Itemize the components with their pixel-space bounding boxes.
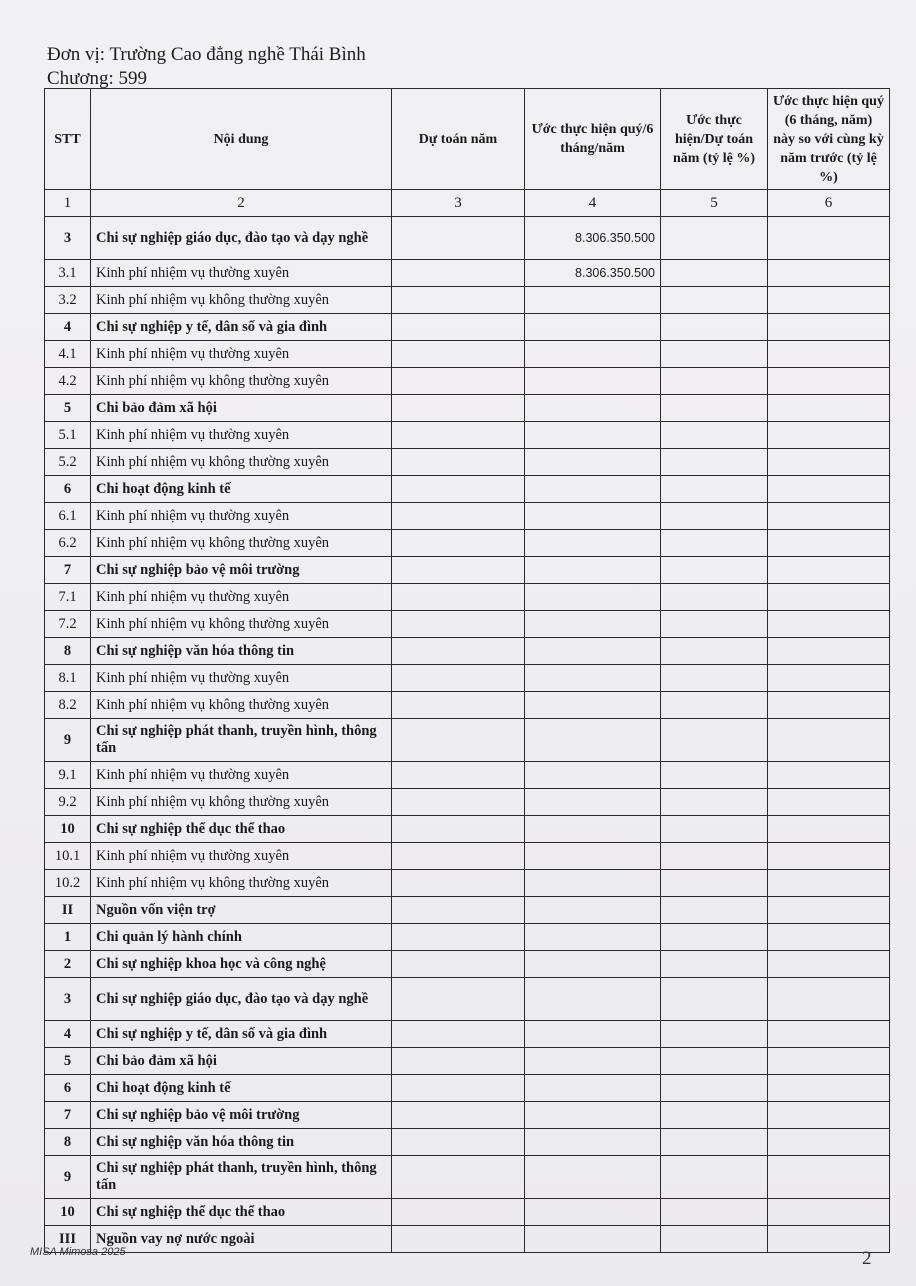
col-header-annual-estimate: Dự toán năm [392,89,525,190]
row-estimated-execution [525,789,661,816]
row-yoy-ratio [768,260,890,287]
table-row [45,503,890,530]
row-content: Chi sự nghiệp y tế, dân số và gia đình [91,314,392,341]
row-estimated-execution [525,816,661,843]
row-stt: 2 [45,951,91,978]
table-row [45,843,890,870]
row-estimated-execution [525,951,661,978]
row-content: Nguồn vay nợ nước ngoài [91,1226,392,1253]
row-estimated-execution [525,557,661,584]
row-annual-estimate [392,395,525,422]
row-annual-estimate [392,449,525,476]
table-row [45,422,890,449]
row-yoy-ratio [768,762,890,789]
row-yoy-ratio [768,422,890,449]
row-execution-ratio [661,584,768,611]
unit-name: Đơn vị: Trường Cao đẳng nghề Thái Bình [47,44,366,65]
row-content: Chi sự nghiệp khoa học và công nghệ [91,951,392,978]
row-estimated-execution [525,719,661,762]
row-yoy-ratio [768,314,890,341]
row-content: Chi bảo đảm xã hội [91,1048,392,1075]
row-execution-ratio [661,951,768,978]
row-stt: 4.1 [45,341,91,368]
row-yoy-ratio [768,843,890,870]
row-stt: 10.1 [45,843,91,870]
row-yoy-ratio [768,530,890,557]
table-row [45,719,890,762]
col-header-yoy-ratio: Ước thực hiện quý (6 tháng, năm) này so với cùng kỳ năm trước (tỷ lệ %) [768,89,890,190]
col-number: 6 [768,190,890,217]
row-execution-ratio [661,1075,768,1102]
row-stt: 8 [45,638,91,665]
row-yoy-ratio [768,1075,890,1102]
table-row [45,217,890,260]
row-execution-ratio [661,395,768,422]
row-stt: 8.2 [45,692,91,719]
row-annual-estimate [392,1075,525,1102]
row-stt: 4.2 [45,368,91,395]
row-annual-estimate [392,870,525,897]
row-yoy-ratio [768,368,890,395]
row-content: Chi sự nghiệp phát thanh, truyền hình, thông tấn [91,719,392,762]
row-content: Kinh phí nhiệm vụ thường xuyên [91,843,392,870]
table-body [45,217,890,1253]
row-stt: 6.2 [45,530,91,557]
row-content: Kinh phí nhiệm vụ không thường xuyên [91,692,392,719]
row-execution-ratio [661,1226,768,1253]
row-execution-ratio [661,217,768,260]
row-stt: 9 [45,1156,91,1199]
row-estimated-execution [525,314,661,341]
row-yoy-ratio [768,951,890,978]
row-stt: 7.2 [45,611,91,638]
row-execution-ratio [661,789,768,816]
table-row [45,530,890,557]
row-annual-estimate [392,924,525,951]
row-estimated-execution [525,530,661,557]
row-estimated-execution: 8.306.350.500 [525,260,661,287]
row-content: Kinh phí nhiệm vụ thường xuyên [91,422,392,449]
row-annual-estimate [392,503,525,530]
row-execution-ratio [661,638,768,665]
row-content: Kinh phí nhiệm vụ không thường xuyên [91,611,392,638]
row-yoy-ratio [768,897,890,924]
row-stt: 5 [45,1048,91,1075]
row-yoy-ratio [768,1021,890,1048]
row-annual-estimate [392,816,525,843]
row-execution-ratio [661,314,768,341]
row-execution-ratio [661,1021,768,1048]
row-yoy-ratio [768,1129,890,1156]
row-yoy-ratio [768,978,890,1021]
row-yoy-ratio [768,1102,890,1129]
row-stt: 3.1 [45,260,91,287]
table-row [45,476,890,503]
table-row [45,870,890,897]
row-stt: 9.1 [45,762,91,789]
table-row [45,260,890,287]
row-estimated-execution [525,665,661,692]
row-content: Chi sự nghiệp giáo dục, đào tạo và dạy nghề [91,978,392,1021]
row-annual-estimate [392,476,525,503]
row-execution-ratio [661,1129,768,1156]
row-content: Kinh phí nhiệm vụ thường xuyên [91,584,392,611]
row-yoy-ratio [768,476,890,503]
row-annual-estimate [392,638,525,665]
row-execution-ratio [661,260,768,287]
row-annual-estimate [392,584,525,611]
row-stt: 6 [45,1075,91,1102]
table-row [45,789,890,816]
row-content: Chi sự nghiệp bảo vệ môi trường [91,1102,392,1129]
table-row [45,951,890,978]
chapter-code: Chương: 599 [47,68,148,89]
row-execution-ratio [661,692,768,719]
row-execution-ratio [661,719,768,762]
row-yoy-ratio [768,557,890,584]
row-annual-estimate [392,368,525,395]
table-row [45,1021,890,1048]
row-annual-estimate [392,665,525,692]
table-row [45,557,890,584]
row-estimated-execution [525,978,661,1021]
row-estimated-execution [525,368,661,395]
row-annual-estimate [392,1199,525,1226]
row-annual-estimate [392,1021,525,1048]
row-annual-estimate [392,843,525,870]
row-annual-estimate [392,692,525,719]
row-stt: 9.2 [45,789,91,816]
table-row [45,897,890,924]
row-estimated-execution [525,287,661,314]
row-execution-ratio [661,897,768,924]
table-row [45,924,890,951]
row-estimated-execution [525,924,661,951]
row-content: Chi sự nghiệp thể dục thể thao [91,1199,392,1226]
row-yoy-ratio [768,449,890,476]
table-row [45,692,890,719]
row-yoy-ratio [768,395,890,422]
software-brand: MISA Mimosa 2025 [30,1246,126,1258]
row-content: Kinh phí nhiệm vụ thường xuyên [91,341,392,368]
row-execution-ratio [661,611,768,638]
row-execution-ratio [661,1156,768,1199]
row-stt: 4 [45,314,91,341]
row-estimated-execution [525,1199,661,1226]
row-stt: 8 [45,1129,91,1156]
row-stt: 6.1 [45,503,91,530]
row-stt: 3 [45,217,91,260]
row-annual-estimate [392,611,525,638]
table-row [45,449,890,476]
row-stt: 10.2 [45,870,91,897]
table-row [45,816,890,843]
row-content: Kinh phí nhiệm vụ thường xuyên [91,665,392,692]
row-yoy-ratio [768,665,890,692]
row-execution-ratio [661,924,768,951]
row-estimated-execution [525,870,661,897]
row-content: Kinh phí nhiệm vụ không thường xuyên [91,530,392,557]
table-row [45,611,890,638]
row-stt: 7.1 [45,584,91,611]
row-execution-ratio [661,665,768,692]
row-yoy-ratio [768,924,890,951]
table-row [45,1226,890,1253]
row-estimated-execution [525,449,661,476]
row-estimated-execution [525,1226,661,1253]
row-stt: 1 [45,924,91,951]
table-row [45,584,890,611]
row-annual-estimate [392,1048,525,1075]
page-number: 2 [862,1248,872,1269]
row-estimated-execution [525,1075,661,1102]
row-content: Kinh phí nhiệm vụ không thường xuyên [91,368,392,395]
row-execution-ratio [661,449,768,476]
row-yoy-ratio [768,1199,890,1226]
row-execution-ratio [661,476,768,503]
row-estimated-execution [525,1048,661,1075]
row-stt: 5 [45,395,91,422]
row-execution-ratio [661,368,768,395]
row-content: Kinh phí nhiệm vụ thường xuyên [91,762,392,789]
row-execution-ratio [661,422,768,449]
col-header-execution-ratio: Ước thực hiện/Dự toán năm (tỷ lệ %) [661,89,768,190]
row-stt: 5.1 [45,422,91,449]
row-content: Chi sự nghiệp bảo vệ môi trường [91,557,392,584]
row-execution-ratio [661,870,768,897]
row-estimated-execution [525,611,661,638]
row-execution-ratio [661,287,768,314]
row-content: Kinh phí nhiệm vụ thường xuyên [91,260,392,287]
row-annual-estimate [392,314,525,341]
col-number: 2 [91,190,392,217]
row-estimated-execution [525,1129,661,1156]
row-annual-estimate [392,1226,525,1253]
row-execution-ratio [661,530,768,557]
row-execution-ratio [661,1102,768,1129]
row-stt: 4 [45,1021,91,1048]
row-content: Chi bảo đảm xã hội [91,395,392,422]
row-stt: 3 [45,978,91,1021]
row-content: Chi quản lý hành chính [91,924,392,951]
row-content: Chi sự nghiệp phát thanh, truyền hình, thông tấn [91,1156,392,1199]
row-estimated-execution [525,503,661,530]
row-estimated-execution: 8.306.350.500 [525,217,661,260]
row-execution-ratio [661,341,768,368]
row-content: Chi sự nghiệp văn hóa thông tin [91,1129,392,1156]
row-yoy-ratio [768,1048,890,1075]
row-estimated-execution [525,762,661,789]
row-annual-estimate [392,530,525,557]
row-content: Kinh phí nhiệm vụ thường xuyên [91,503,392,530]
row-execution-ratio [661,816,768,843]
table-row [45,638,890,665]
row-execution-ratio [661,843,768,870]
row-content: Chi sự nghiệp văn hóa thông tin [91,638,392,665]
row-stt: 7 [45,557,91,584]
col-number: 3 [392,190,525,217]
row-stt: 3.2 [45,287,91,314]
row-content: Kinh phí nhiệm vụ không thường xuyên [91,789,392,816]
row-content: Chi hoạt động kinh tế [91,1075,392,1102]
row-yoy-ratio [768,816,890,843]
row-stt: 10 [45,1199,91,1226]
table-row [45,1102,890,1129]
row-content: Kinh phí nhiệm vụ không thường xuyên [91,870,392,897]
row-estimated-execution [525,897,661,924]
row-content: Kinh phí nhiệm vụ không thường xuyên [91,449,392,476]
row-estimated-execution [525,692,661,719]
row-annual-estimate [392,260,525,287]
row-annual-estimate [392,217,525,260]
row-annual-estimate [392,422,525,449]
row-yoy-ratio [768,870,890,897]
row-stt: 8.1 [45,665,91,692]
row-estimated-execution [525,638,661,665]
table-row [45,762,890,789]
row-execution-ratio [661,503,768,530]
table-header-row [45,89,890,190]
table-row [45,978,890,1021]
row-content: Chi sự nghiệp y tế, dân số và gia đình [91,1021,392,1048]
table-row [45,1075,890,1102]
row-yoy-ratio [768,584,890,611]
row-yoy-ratio [768,341,890,368]
row-yoy-ratio [768,503,890,530]
col-number: 4 [525,190,661,217]
table-row [45,1048,890,1075]
table-row [45,314,890,341]
row-annual-estimate [392,341,525,368]
col-number: 5 [661,190,768,217]
row-estimated-execution [525,1102,661,1129]
row-execution-ratio [661,762,768,789]
row-annual-estimate [392,789,525,816]
table-row [45,287,890,314]
table-row [45,1199,890,1226]
row-stt: 6 [45,476,91,503]
row-estimated-execution [525,476,661,503]
table-row [45,1129,890,1156]
row-annual-estimate [392,1156,525,1199]
col-header-stt: STT [45,89,91,190]
row-annual-estimate [392,719,525,762]
row-content: Nguồn vốn viện trợ [91,897,392,924]
row-content: Chi sự nghiệp thể dục thể thao [91,816,392,843]
row-content: Chi hoạt động kinh tế [91,476,392,503]
row-yoy-ratio [768,287,890,314]
row-execution-ratio [661,557,768,584]
row-execution-ratio [661,1199,768,1226]
table-row [45,368,890,395]
row-execution-ratio [661,978,768,1021]
col-header-content: Nội dung [91,89,392,190]
row-estimated-execution [525,1156,661,1199]
row-estimated-execution [525,422,661,449]
row-yoy-ratio [768,719,890,762]
row-stt: 5.2 [45,449,91,476]
table-row [45,341,890,368]
row-yoy-ratio [768,1156,890,1199]
row-yoy-ratio [768,692,890,719]
row-estimated-execution [525,584,661,611]
row-annual-estimate [392,287,525,314]
row-stt: II [45,897,91,924]
row-execution-ratio [661,1048,768,1075]
table-row [45,665,890,692]
col-number: 1 [45,190,91,217]
budget-report-table [44,88,890,1253]
row-annual-estimate [392,762,525,789]
row-estimated-execution [525,1021,661,1048]
column-number-row [45,190,890,217]
row-estimated-execution [525,843,661,870]
row-content: Kinh phí nhiệm vụ không thường xuyên [91,287,392,314]
row-yoy-ratio [768,638,890,665]
row-stt: III [45,1226,91,1253]
row-annual-estimate [392,557,525,584]
row-yoy-ratio [768,789,890,816]
table-row [45,395,890,422]
row-stt: 9 [45,719,91,762]
row-estimated-execution [525,395,661,422]
row-annual-estimate [392,1129,525,1156]
row-annual-estimate [392,951,525,978]
table-row [45,1156,890,1199]
row-annual-estimate [392,978,525,1021]
row-estimated-execution [525,341,661,368]
row-stt: 10 [45,816,91,843]
row-stt: 7 [45,1102,91,1129]
row-yoy-ratio [768,217,890,260]
row-content: Chi sự nghiệp giáo dục, đào tạo và dạy nghề [91,217,392,260]
col-header-estimated-execution: Ước thực hiện quý/6 tháng/năm [525,89,661,190]
row-yoy-ratio [768,611,890,638]
row-annual-estimate [392,1102,525,1129]
row-annual-estimate [392,897,525,924]
